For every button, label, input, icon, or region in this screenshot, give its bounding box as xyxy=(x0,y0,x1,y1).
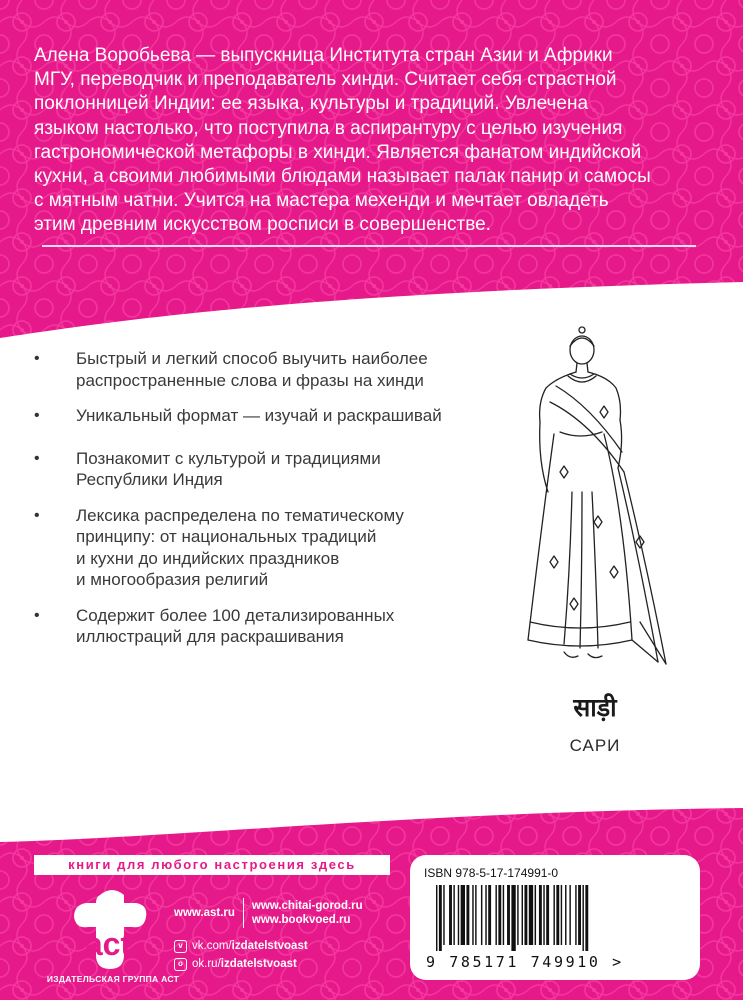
barcode-bar xyxy=(511,885,515,951)
feature-text: и многообразия религий xyxy=(76,570,269,589)
bullet-dot: • xyxy=(34,606,40,624)
ok-icon: o xyxy=(174,958,187,971)
vk-prefix: vk.com/ xyxy=(192,940,232,952)
tagline-banner: книги для любого настроения здесь xyxy=(34,855,390,875)
bullet-dot: • xyxy=(34,506,40,524)
barcode-bar xyxy=(449,885,452,945)
barcode-bar xyxy=(472,885,473,945)
site-links xyxy=(174,898,363,928)
barcode-bar xyxy=(488,885,491,945)
barcode-bar xyxy=(453,885,454,945)
bio-line: поклонницей Индии: ее языка, культуры и традиций. Увлечена xyxy=(34,93,589,115)
barcode-bar xyxy=(578,885,581,945)
barcode-bar xyxy=(481,885,482,945)
barcode-bar xyxy=(443,885,444,945)
bio-line: Алена Воробьева — выпускница Института стран Азии и Африки xyxy=(34,45,613,66)
hindi-word: साड़ी xyxy=(573,693,617,722)
barcode-bar xyxy=(485,885,486,945)
barcode-bar xyxy=(543,885,544,945)
feature-item xyxy=(34,505,454,591)
bio-line: языком настолько, что поступила в аспирантуру с целью изучения xyxy=(34,117,623,139)
feature-item xyxy=(34,605,454,648)
feature-text: распространенные слова и фразы на хинди xyxy=(76,370,424,390)
feature-text: и кухни до индийских праздников xyxy=(76,548,340,568)
ok-link[interactable] xyxy=(174,955,308,973)
barcode-bar xyxy=(475,885,476,945)
barcode-bar xyxy=(553,885,554,945)
barcode-bar xyxy=(503,885,504,945)
barcode-bar xyxy=(439,885,442,951)
barcode-bar xyxy=(522,885,523,945)
russian-word: САРИ xyxy=(569,736,621,755)
barcode-bar xyxy=(495,885,496,945)
barcode-bar xyxy=(466,885,469,945)
vk-handle: izdatelstvoast xyxy=(231,940,308,952)
barcode-bar xyxy=(529,885,533,945)
feature-item xyxy=(34,448,454,491)
ast-site-link[interactable]: www.ast.ru xyxy=(174,907,235,919)
barcode-bar xyxy=(507,885,510,945)
feature-text: Познакомит с культурой и традициями xyxy=(76,448,381,468)
isbn-label: ISBN 978-5-17-174991-0 xyxy=(424,866,559,880)
barcode-bar xyxy=(556,885,559,945)
bio-line: с мятным чатни. Учится на мастера мехенди и мечтает овладеть xyxy=(34,190,609,212)
barcode-bar xyxy=(498,885,501,945)
feature-item xyxy=(34,348,454,391)
publisher-name: ИЗДАТЕЛЬСКАЯ ГРУППА АСТ xyxy=(46,974,180,984)
barcode-bar xyxy=(458,885,459,945)
feature-text: принципу: от национальных традиций xyxy=(76,527,377,546)
barcode-bar xyxy=(461,885,465,945)
ast-logo xyxy=(40,885,164,980)
link-separator xyxy=(243,898,244,928)
bio-line: МГУ, переводчик и преподаватель хинди. Считает себя страстной xyxy=(34,69,617,91)
feature-list xyxy=(34,348,454,648)
bio-line: кухни, а своими любимыми блюдами называет палак панир и самосы xyxy=(34,166,651,188)
feature-text: Быстрый и легкий способ выучить наиболее xyxy=(76,349,428,368)
feature-text: иллюстраций для раскрашивания xyxy=(76,627,344,646)
bookvoed-link[interactable]: www.bookvoed.ru xyxy=(251,914,351,926)
barcode-bar xyxy=(565,885,566,945)
barcode-bar xyxy=(539,885,542,945)
barcode-bar xyxy=(585,885,588,951)
chitai-gorod-link[interactable]: www.chitai-gorod.ru xyxy=(251,900,363,912)
ok-handle: izdatelstvoast xyxy=(220,958,297,970)
barcode-bar xyxy=(535,885,536,945)
bullet-dot: • xyxy=(34,350,40,367)
feature-item xyxy=(34,405,454,427)
ok-prefix: ok.ru/ xyxy=(192,958,221,970)
vk-link[interactable] xyxy=(174,937,308,955)
feature-text: Лексика распределена по тематическому xyxy=(76,505,404,525)
barcode-bar xyxy=(517,885,518,945)
barcode-bar xyxy=(436,885,437,951)
vk-icon: v xyxy=(174,940,187,953)
logo-text: act xyxy=(84,926,132,962)
barcode-bar xyxy=(524,885,527,945)
social-links xyxy=(174,937,308,973)
feature-text: Содержит более 100 детализированных xyxy=(76,605,395,625)
barcode-bar xyxy=(561,885,562,945)
bullet-dot: • xyxy=(34,449,40,467)
barcode-digits: 9 785171 749910 > xyxy=(426,953,624,971)
barcode-bar xyxy=(569,885,570,945)
barcode-bar xyxy=(546,885,549,945)
bio-line: этим древним искусством росписи в совершенстве. xyxy=(34,214,491,236)
sari-woman-illustration xyxy=(520,322,670,682)
bullet-dot: • xyxy=(34,407,40,424)
feature-text: Уникальный формат — изучай и раскрашивай xyxy=(76,406,442,425)
bio-line: гастрономической метафоры в хинди. Является фанатом индийской xyxy=(34,141,642,163)
barcode xyxy=(434,885,694,951)
barcode-bar xyxy=(582,885,583,951)
feature-text: Республики Индия xyxy=(76,470,223,489)
barcode-bar xyxy=(575,885,576,945)
